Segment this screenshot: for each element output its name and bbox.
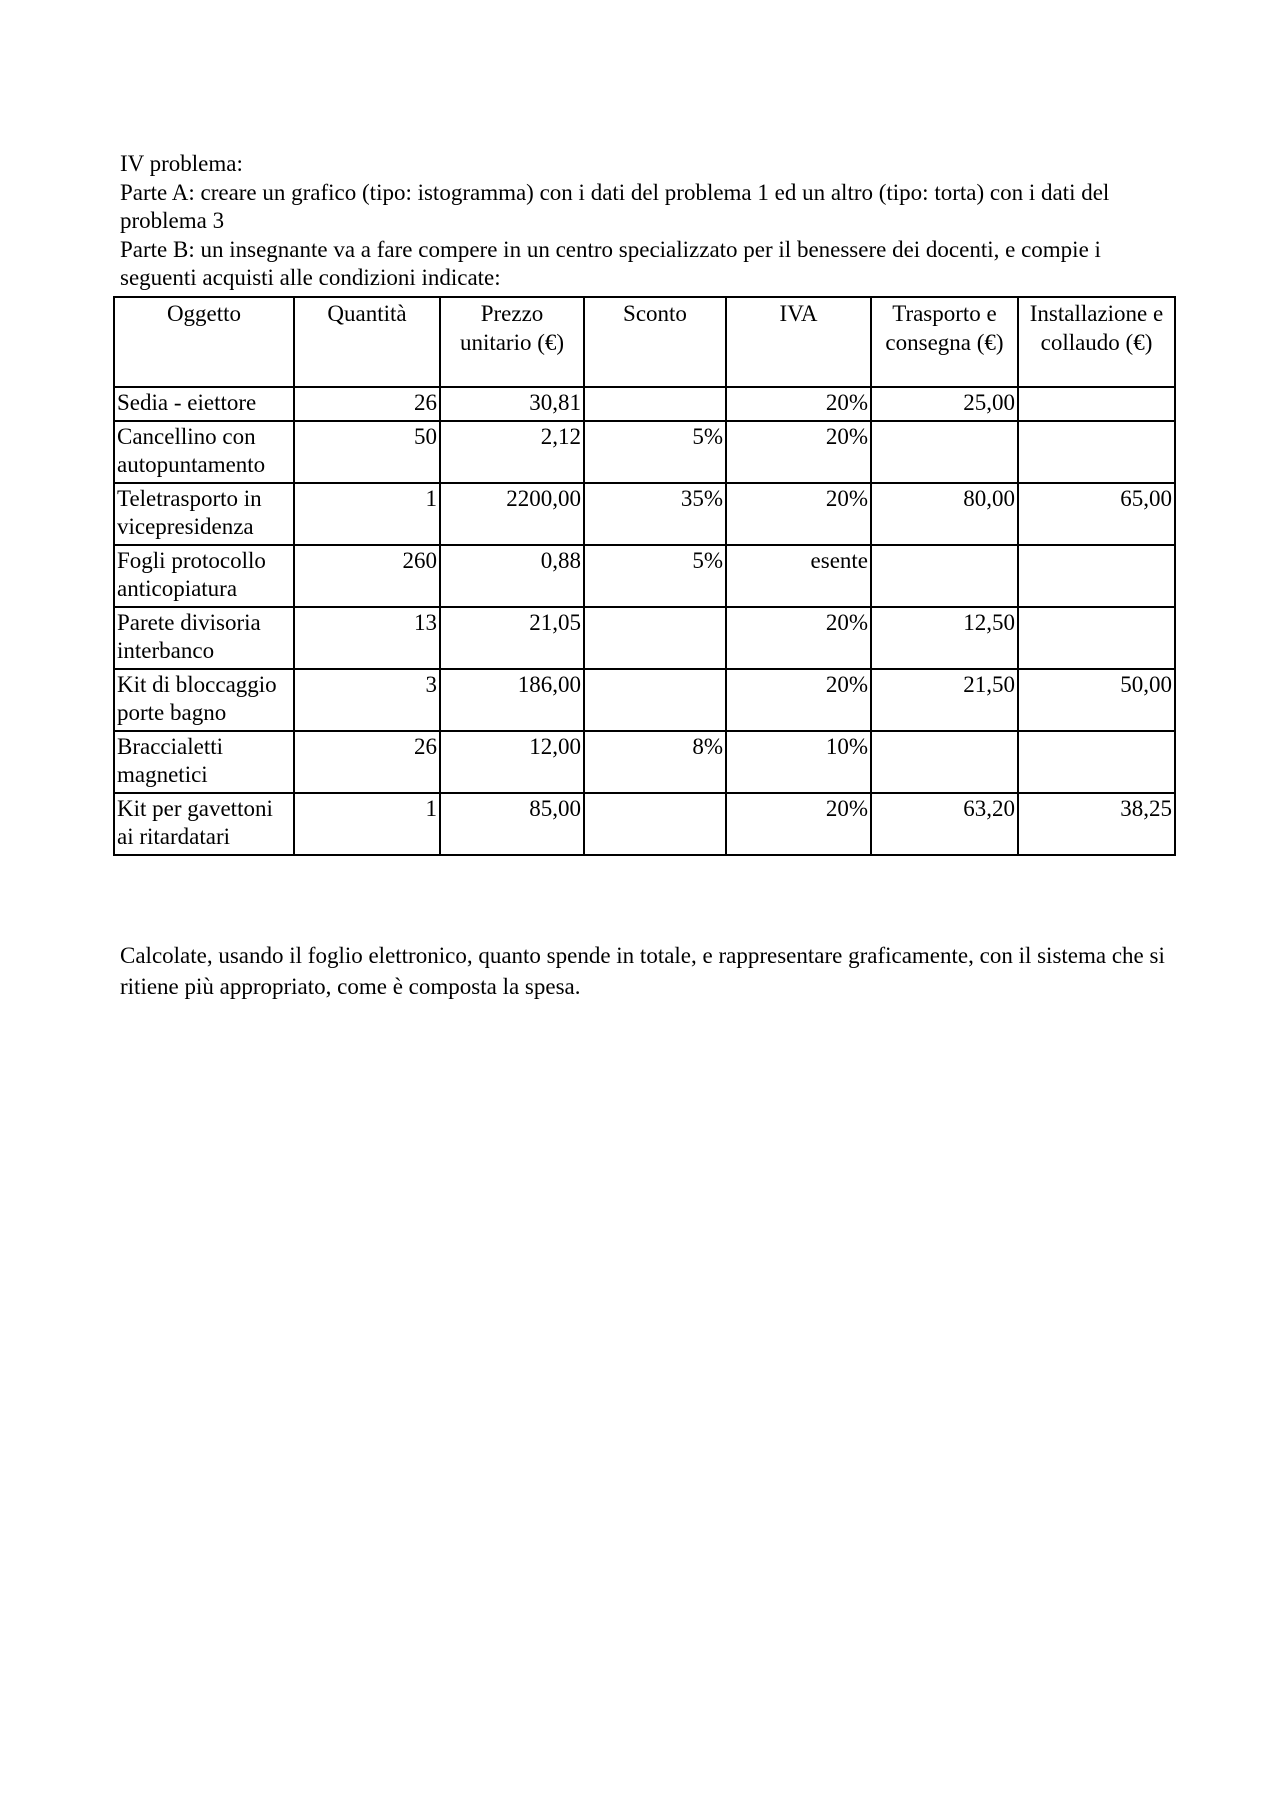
item-name-cell: Kit di bloccaggio porte bagno	[114, 669, 294, 731]
item-name-cell: Fogli protocollo anticopiatura	[114, 545, 294, 607]
table-cell	[584, 387, 726, 421]
table-row	[114, 731, 1175, 793]
table-cell: 2200,00	[440, 483, 584, 545]
table-row	[114, 421, 1175, 483]
header-cell: IVA	[726, 297, 871, 387]
header-cell: Quantità	[294, 297, 440, 387]
table-cell	[871, 731, 1018, 793]
header-cell: Trasporto e consegna (€)	[871, 297, 1018, 387]
table-row	[114, 607, 1175, 669]
table-header-row	[114, 297, 1175, 387]
item-name-cell: Teletrasporto in vicepresidenza	[114, 483, 294, 545]
document-page	[120, 150, 1180, 293]
table-cell: 12,00	[440, 731, 584, 793]
closing-instructions: Calcolate, usando il foglio elettronico, quanto spende in totale, e rappresentare graficamente, con il sistema che si ritiene più appropriato, come è composta la spesa.	[120, 943, 1165, 999]
table-cell: 21,05	[440, 607, 584, 669]
table-cell: 12,50	[871, 607, 1018, 669]
problem-title: IV problema:	[120, 151, 243, 176]
table-cell: 50,00	[1018, 669, 1175, 731]
table-cell: 13	[294, 607, 440, 669]
table-cell: 10%	[726, 731, 871, 793]
table-cell: 25,00	[871, 387, 1018, 421]
table-cell	[1018, 421, 1175, 483]
table-cell	[584, 669, 726, 731]
item-name-cell: Sedia - eiettore	[114, 387, 294, 421]
item-name-cell: Kit per gavettoni ai ritardatari	[114, 793, 294, 855]
table-cell: 20%	[726, 669, 871, 731]
table-cell: 80,00	[871, 483, 1018, 545]
table-cell: 2,12	[440, 421, 584, 483]
table-cell	[871, 545, 1018, 607]
table-cell	[1018, 387, 1175, 421]
table-cell: 30,81	[440, 387, 584, 421]
item-name-cell: Parete divisoria interbanco	[114, 607, 294, 669]
header-cell: Prezzo unitario (€)	[440, 297, 584, 387]
table-cell: 65,00	[1018, 483, 1175, 545]
table-cell: 50	[294, 421, 440, 483]
table-cell: 20%	[726, 387, 871, 421]
table-cell: 1	[294, 483, 440, 545]
table-cell: 20%	[726, 607, 871, 669]
table-cell: 0,88	[440, 545, 584, 607]
table-cell: 38,25	[1018, 793, 1175, 855]
table-cell: 21,50	[871, 669, 1018, 731]
table-cell: 20%	[726, 421, 871, 483]
header-cell: Oggetto	[114, 297, 294, 387]
table-cell: 63,20	[871, 793, 1018, 855]
header-cell: Installazione e collaudo (€)	[1018, 297, 1175, 387]
table-cell: 260	[294, 545, 440, 607]
table-cell: 5%	[584, 545, 726, 607]
table-cell: 26	[294, 387, 440, 421]
table-row	[114, 669, 1175, 731]
table-cell: 85,00	[440, 793, 584, 855]
table-row	[114, 387, 1175, 421]
header-cell: Sconto	[584, 297, 726, 387]
table-cell: 1	[294, 793, 440, 855]
table-cell	[1018, 545, 1175, 607]
table-cell: 3	[294, 669, 440, 731]
table-cell: 20%	[726, 483, 871, 545]
table-cell: 186,00	[440, 669, 584, 731]
table-cell: 5%	[584, 421, 726, 483]
part-b-text: Parte B: un insegnante va a fare compere in un centro specializzato per il benessere dei docenti, e compie i seguenti acquisti alle condizioni indicate:	[120, 236, 1101, 290]
part-a-text: Parte A: creare un grafico (tipo: istogramma) con i dati del problema 1 ed un altro (tipo: torta) con i dati del problema 3	[120, 179, 1110, 233]
table-cell: 20%	[726, 793, 871, 855]
table-cell: 8%	[584, 731, 726, 793]
table-cell	[584, 607, 726, 669]
table-row	[114, 483, 1175, 545]
table-cell: 26	[294, 731, 440, 793]
table-cell	[584, 793, 726, 855]
table-cell	[871, 421, 1018, 483]
purchases-table	[113, 296, 1176, 856]
table-cell: esente	[726, 545, 871, 607]
item-name-cell: Cancellino con autopuntamento	[114, 421, 294, 483]
table-cell	[1018, 607, 1175, 669]
table-row	[114, 793, 1175, 855]
table-row	[114, 545, 1175, 607]
table-cell	[1018, 731, 1175, 793]
item-name-cell: Braccialetti magnetici	[114, 731, 294, 793]
problem-intro	[120, 150, 1180, 293]
table-cell: 35%	[584, 483, 726, 545]
